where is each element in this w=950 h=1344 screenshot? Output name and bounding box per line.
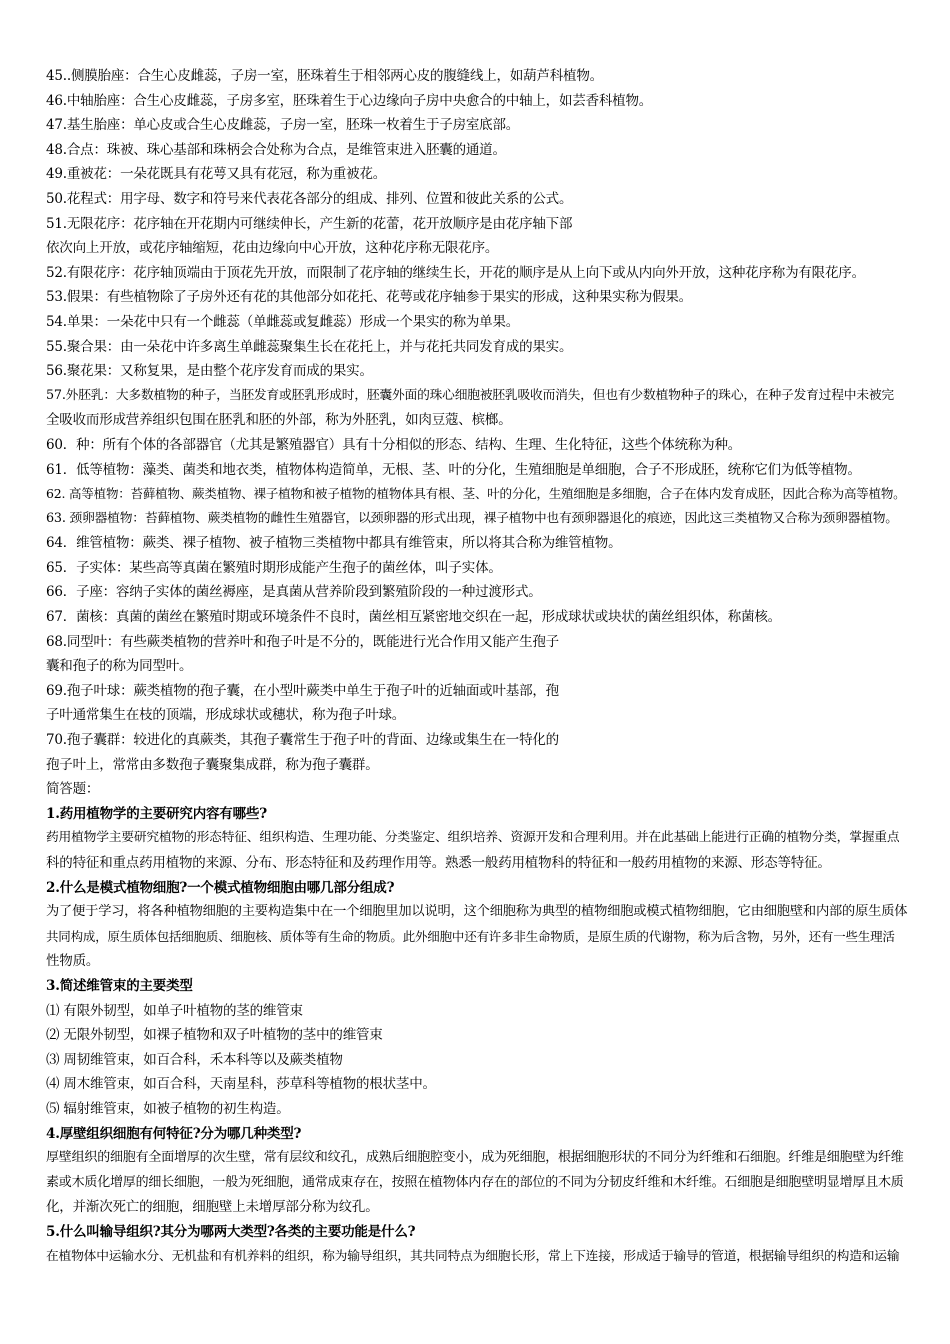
question-heading: 1.药用植物学的主要研究内容有哪些? <box>46 805 267 822</box>
list-item: ⑴ 有限外韧型，如单子叶植物的茎的维管束 <box>46 1002 303 1019</box>
text-line: 46.中轴胎座：合生心皮雌蕊，子房多室，胚珠着生于心边缘向子房中央愈合的中轴上，如芸香科植物。 <box>46 92 653 109</box>
text-line: 48.合点：珠被、珠心基部和珠柄会合处称为合点，是维管束进入胚囊的通道。 <box>46 141 506 158</box>
text-line: 厚壁组织的细胞有全面增厚的次生壁，常有层纹和纹孔，成熟后细胞腔变小，成为死细胞，根据细胞形状的不同分为纤维和石细胞。纤维是细胞壁为纤维 <box>46 1150 904 1166</box>
list-item: ⑸ 辐射维管束，如被子植物的初生构造。 <box>46 1100 290 1117</box>
text-line: 62. 高等植物：苔藓植物、蕨类植物、裸子植物和被子植物的植物体具有根、茎、叶的分化，生殖细胞是多细胞，合子在体内发育成胚，因此合称为高等植物。 <box>46 486 906 502</box>
text-line: 子叶通常集生在枝的顶端，形成球状或穗状，称为孢子叶球。 <box>46 707 406 724</box>
text-line: 全吸收而形成营养组织包围在胚乳和胚的外部，称为外胚乳，如肉豆蔻、槟榔。 <box>46 412 512 429</box>
section-label: 简答题： <box>46 781 100 798</box>
text-line: 51.无限花序：花序轴在开花期内可继续伸长，产生新的花蕾，花开放顺序是由花序轴下部 <box>46 215 573 232</box>
text-line: 49.重被花：一朵花既具有花萼又具有花冠，称为重被花。 <box>46 166 387 183</box>
text-line: 60．种：所有个体的各部器官（尤其是繁殖器官）具有十分相似的形态、结构、生理、生化特征，这些个体统称为种。 <box>46 436 742 453</box>
text-line: 64．维管植物：蕨类、裸子植物、被子植物三类植物中都具有维管束，所以将其合称为维管植物。 <box>46 535 622 552</box>
text-line: 孢子叶上，常常由多数孢子囊聚集成群，称为孢子囊群。 <box>46 756 379 773</box>
text-line: 53.假果：有些植物除了子房外还有花的其他部分如花托、花萼或花序轴参于果实的形成，这种果实称为假果。 <box>46 289 692 306</box>
text-line: 67．菌核：真菌的菌丝在繁殖时期或环境条件不良时，菌丝相互紧密地交织在一起，形成球状或块状的菌丝组织体，称菌核。 <box>46 609 781 626</box>
text-line: 50.花程式：用字母、数字和符号来代表花各部分的组成、排列、位置和彼此关系的公式。 <box>46 190 573 207</box>
text-line: 65．子实体：某些高等真菌在繁殖时期形成能产生孢子的菌丝体，叫子实体。 <box>46 559 502 576</box>
text-line: 化，并渐次死亡的细胞，细胞壁上未增厚部分称为纹孔。 <box>46 1199 379 1216</box>
text-line: 70.孢子囊群：较进化的真蕨类，其孢子囊常生于孢子叶的背面、边缘或集生在一特化的 <box>46 732 559 749</box>
text-line: 药用植物学主要研究植物的形态特征、组织构造、生理功能、分类鉴定、组织培养、资源开发和合理利用。并在此基础上能进行正确的植物分类，掌握重点 <box>46 830 900 846</box>
text-line: 依次向上开放，或花序轴缩短，花由边缘向中心开放，这种花序称无限花序。 <box>46 240 499 257</box>
text-line: 47.基生胎座：单心皮或合生心皮雌蕊，子房一室，胚珠一枚着生于子房室底部。 <box>46 117 520 134</box>
list-item: ⑶ 周韧维管束，如百合科，禾本科等以及蕨类植物 <box>46 1051 343 1068</box>
text-line: 63. 颈卵器植物：苔藓植物、蕨类植物的雌性生殖器官，以颈卵器的形式出现，裸子植物中也有颈卵器退化的痕迹，因此这三类植物又合称为颈卵器植物。 <box>46 510 898 526</box>
text-line: 囊和孢子的称为同型叶。 <box>46 658 193 675</box>
text-line: 为了便于学习，将各种植物细胞的主要构造集中在一个细胞里加以说明，这个细胞称为典型的植物细胞或模式植物细胞，它由细胞壁和内部的原生质体 <box>46 904 908 920</box>
text-line: 共同构成，原生质体包括细胞质、细胞核、质体等有生命的物质。此外细胞中还有许多非生命物质，是原生质的代谢物，称为后含物，另外，还有一些生理活 <box>46 928 895 944</box>
text-line: 68.同型叶：有些蕨类植物的营养叶和孢子叶是不分的，既能进行光合作用又能产生孢子 <box>46 633 559 650</box>
text-line: 57.外胚乳：大多数植物的种子，当胚发育或胚乳形成时，胚囊外面的珠心细胞被胚乳吸收而消失，但也有少数植物种子的珠心，在种子发育过程中未被完 <box>46 387 894 403</box>
question-heading: 4.厚壁组织细胞有何特征?分为哪几种类型? <box>46 1125 302 1142</box>
text-line: 54.单果：一朵花中只有一个雌蕊（单雌蕊或复雌蕊）形成一个果实的称为单果。 <box>46 313 520 330</box>
text-line: 45..侧膜胎座：合生心皮雌蕊，子房一室，胚珠着生于相邻两心皮的腹缝线上，如葫芦科植物。 <box>46 68 603 84</box>
text-line: 66．子座：容纳子实体的菌丝褥座，是真菌从营养阶段到繁殖阶段的一种过渡形式。 <box>46 584 542 601</box>
text-line: 性物质。 <box>46 953 100 970</box>
question-heading: 2.什么是模式植物细胞?一个模式植物细胞由哪几部分组成? <box>46 879 395 896</box>
text-line: 在植物体中运输水分、无机盐和有机养料的组织，称为输导组织，其共同特点为细胞长形，常上下连接，形成适于输导的管道，根据输导组织的构造和运输 <box>46 1248 900 1264</box>
text-line: 61．低等植物：藻类、菌类和地衣类，植物体构造简单，无根、茎、叶的分化，生殖细胞是单细胞，合子不形成胚，统称它们为低等植物。 <box>46 461 861 478</box>
list-item: ⑷ 周木维管束，如百合科，天南星科，莎草科等植物的根状茎中。 <box>46 1076 436 1093</box>
text-line: 69.孢子叶球：蕨类植物的孢子囊，在小型叶蕨类中单生于孢子叶的近轴面或叶基部，孢 <box>46 682 559 699</box>
list-item: ⑵ 无限外韧型，如裸子植物和双子叶植物的茎中的维管束 <box>46 1027 383 1044</box>
text-line: 56.聚花果：又称复果，是由整个花序发育而成的果实。 <box>46 363 373 380</box>
text-line: 素或木质化增厚的细长细胞，一般为死细胞，通常成束存在，按照在植物体内存在的部位的不同为分韧皮纤维和木纤维。石细胞是细胞壁明显增厚且木质 <box>46 1174 904 1190</box>
question-heading: 5.什么叫输导组织?其分为哪两大类型?各类的主要功能是什么? <box>46 1223 416 1240</box>
text-line: 52.有限花序：花序轴顶端由于顶花先开放，而限制了花序轴的继续生长，开花的顺序是从上向下或从内向外开放，这种花序称为有限花序。 <box>46 264 865 281</box>
question-heading: 3.简述维管束的主要类型 <box>46 977 193 994</box>
text-line: 科的特征和重点药用植物的来源、分布、形态特征和及药理作用等。熟悉一般药用植物科的特征和一般药用植物的来源、形态等特征。 <box>46 855 831 871</box>
text-line: 55.聚合果：由一朵花中许多离生单雌蕊聚集生长在花托上，并与花托共同发育成的果实。 <box>46 338 573 355</box>
